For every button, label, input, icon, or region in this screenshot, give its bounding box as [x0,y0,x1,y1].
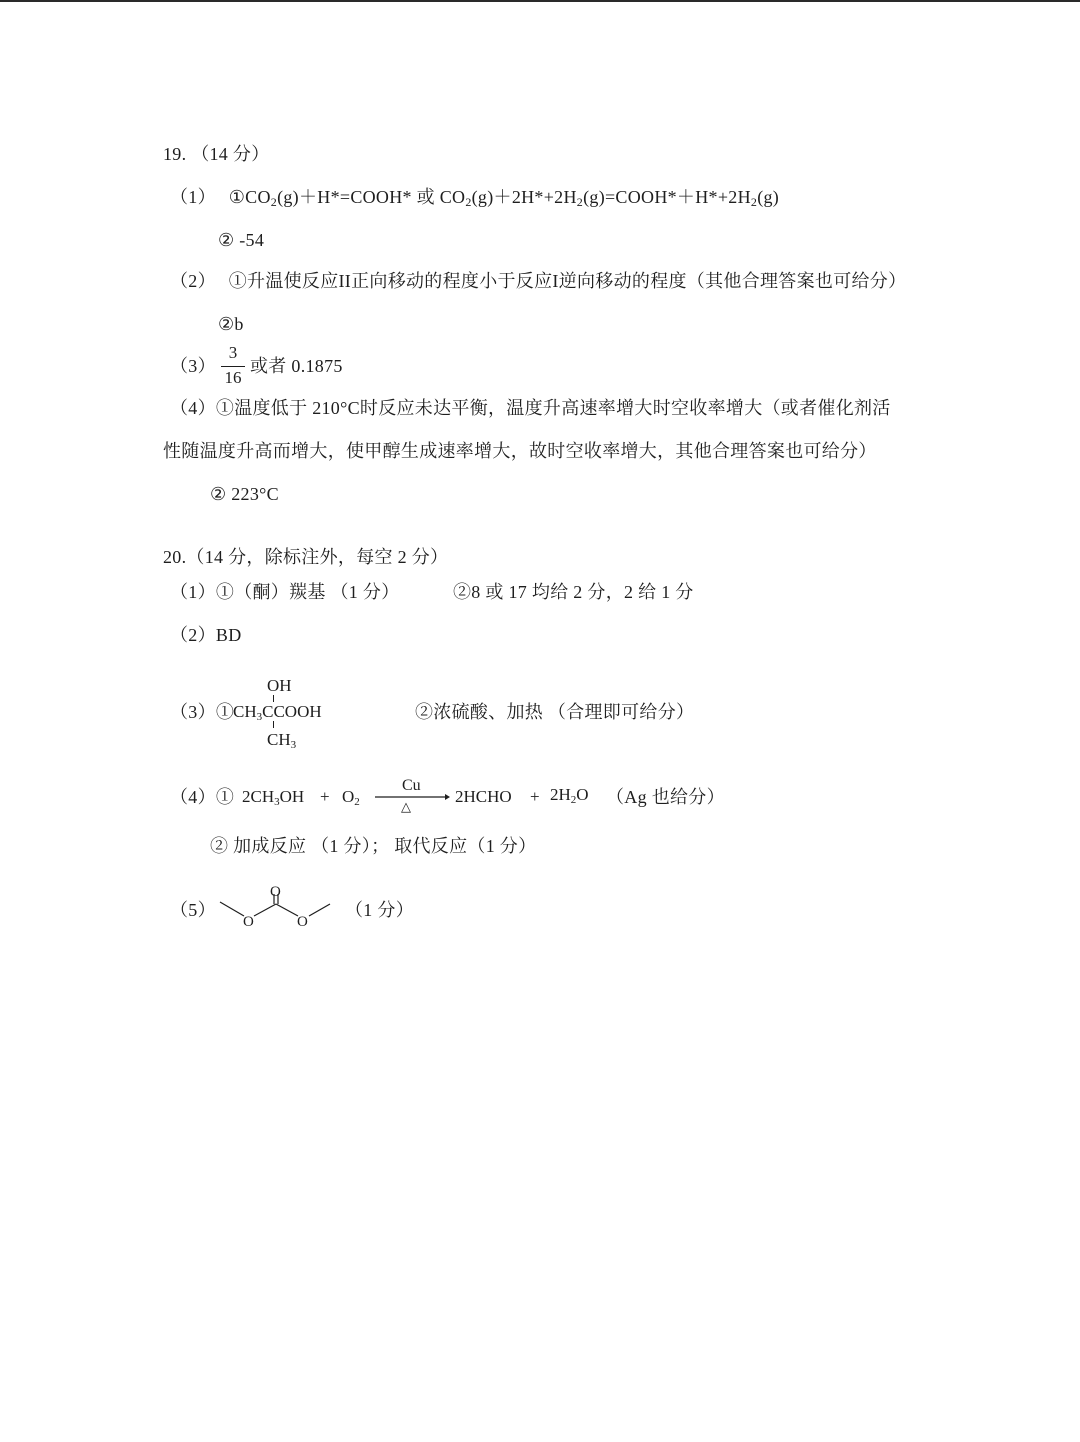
q20-part1-answer1: （1）①（酮）羰基 （1 分） [170,582,400,602]
q20-part4-answer2: ② 加成反应 （1 分）； 取代反应（1 分） [210,836,537,856]
q20-part3-methyl-label: $CH_3$ [267,730,297,751]
q20-part4-heat: △ [401,799,411,814]
q19-part1-equation: $①CO_2(g)+H*=COOH*$ 或 $CO_2(g)+2H*+2H_2(g)=COOH*+H*+2H_2(g)$ [228,187,780,209]
q20-part3-number: （3）① [170,702,235,722]
q20-part4-catalyst: Cu [402,777,421,794]
q20-part5-number: （5） [170,900,216,920]
q19-part3-fraction-denominator: 16 [224,368,242,387]
q19-part4-answer2: ② 223°C [210,484,279,504]
q19-part3-fraction-numerator: 3 [228,343,238,362]
q19-part4-line2: 性随温度升高而增大，使甲醇生成速率增大，故时空收率增大，其他合理答案也可给分） [163,441,877,461]
q20-part4-number: （4）① [170,787,235,807]
q19-part1-answer2: ② -54 [218,230,265,250]
q19-part3-number: （3） [170,356,216,376]
q19-part3-fraction-bar [221,366,245,367]
q20-part4-arrow [375,792,450,802]
q20-part4-reactant-oxygen: $O_2$ [342,787,360,808]
q20-part5-score: （1 分） [345,900,414,920]
q20-part4-product-water: $2H_2O$ [550,785,589,806]
q20-part3-answer2: ②浓硫酸、加热 （合理即可给分） [415,702,695,722]
q19-title: 19. （14 分） [163,144,270,164]
page-top-border [0,0,1080,2]
q19-part2-number: （2） [170,271,216,291]
q19-part2-answer1: ①升温使反应II正向移动的程度小于反应I逆向移动的程度（其他合理答案也可给分） [228,271,907,291]
q20-part4-plus-1: + [320,787,330,806]
q20-title: 20.（14 分，除标注外，每空 2 分） [163,547,449,567]
q19-part2-answer2: ②b [218,314,244,334]
q19-part1-number: （1） [170,187,216,207]
q20-part4-plus-2: + [530,787,540,806]
q20-part3-upper-bond [273,695,274,702]
q20-part3-lower-bond [273,721,274,728]
q19-part3-decimal: 或者 0.1875 [250,356,343,376]
q20-part5-carbonyl-oxygen: O [270,884,281,900]
q19-part1 [170,185,779,209]
q20-part4-note: （Ag 也给分） [606,787,725,807]
q20-part1-answer2: ②8 或 17 均给 2 分，2 给 1 分 [453,582,694,602]
q20-part4-product-formaldehyde: 2HCHO [455,787,512,806]
q20-part3-hydroxyl-label: OH [267,676,292,695]
q20-part5-ester-oxygen-right: O [297,914,308,930]
q20-part5-ester-oxygen-left: O [243,914,254,930]
q19-part2 [170,269,906,293]
q20-part4-reactant-methanol: $2CH_3OH$ [242,787,305,808]
q20-part2: （2）BD [170,625,242,645]
q19-part4-line1: （4）①温度低于 210°C时反应未达平衡，温度升高速率增大时空收率增大（或者催化剂活 [170,398,891,418]
q20-part3-main-chain: $CH_3CCOOH$ [233,702,322,723]
